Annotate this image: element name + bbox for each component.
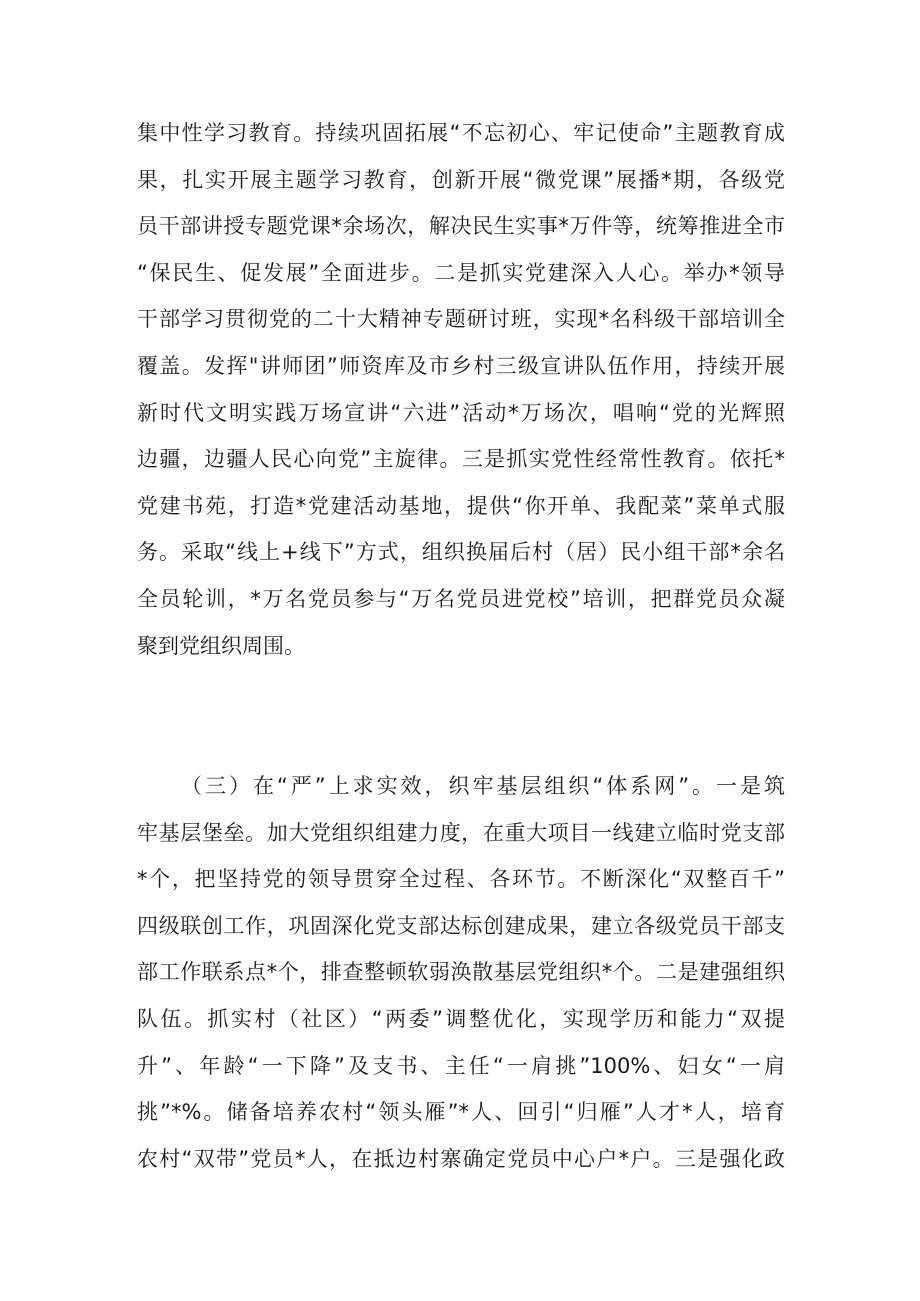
section-heading-line: （三）在“严”上求实效，织牢基层组织“体系网”。一是筑 xyxy=(181,774,785,798)
text-line: 集中性学习教育。持续巩固拓展“不忘初心、牢记使命”主题教育成 xyxy=(137,121,785,145)
text-line: 农村“双带”党员*人，在抵边村寨确定党员中心户*户。三是强化政 xyxy=(137,1146,785,1171)
text-line: 牢基层堡垒。加大党组织组建力度，在重大项目一线建立临时党支部 xyxy=(137,820,785,845)
text-line: 务。采取“线上+线下”方式，组织换届后村（居）民小组干部*余名 xyxy=(137,540,785,565)
text-line: 全员轮训，*万名党员参与“万名党员进党校”培训，把群党员众凝 xyxy=(137,586,785,611)
text-line: 员干部讲授专题党课*余场次，解决民生实事*万件等，统筹推进全市 xyxy=(137,214,785,239)
text-line: “保民生、促发展”全面进步。二是抓实党建深入人心。举办*领导 xyxy=(137,260,785,285)
text-line: 挑”*%。储备培养农村“领头雁”*人、回引“归雁”人才*人，培育 xyxy=(137,1100,785,1125)
text-line: 聚到党组织周围。 xyxy=(137,633,305,658)
text-line: 队伍。抓实村（社区）“两委”调整优化，实现学历和能力“双提 xyxy=(137,1006,785,1031)
text-line: 党建书苑，打造*党建活动基地，提供“你开单、我配菜”菜单式服 xyxy=(137,493,785,518)
text-line: 干部学习贯彻党的二十大精神专题研讨班，实现*名科级干部培训全 xyxy=(137,307,785,332)
text-line: 升”、年龄“一下降”及支书、主任“一肩挑”100%、妇女“一肩 xyxy=(137,1053,785,1078)
text-line: *个，把坚持党的领导贯穿全过程、各环节。不断深化“双整百千” xyxy=(137,867,785,892)
text-line: 边疆，边疆人民心向党”主旋律。三是抓实党性经常性教育。依托* xyxy=(137,447,785,472)
paragraph-party-education xyxy=(137,110,785,669)
text-line: 新时代文明实践万场宣讲“六进”活动*万场次，唱响“党的光辉照 xyxy=(137,400,785,425)
text-line: 部工作联系点*个，排查整顿软弱涣散基层党组织*个。二是建强组织 xyxy=(137,960,785,985)
text-line: 四级联创工作，巩固深化党支部达标创建成果，建立各级党员干部支 xyxy=(137,913,785,938)
text-line: 覆盖。发挥"讲师团”师资库及市乡村三级宣讲队伍作用，持续开展 xyxy=(137,353,785,378)
paragraph-section-three xyxy=(137,763,785,1182)
text-line: 果，扎实开展主题学习教育，创新开展“微党课”展播*期，各级党 xyxy=(137,167,785,192)
